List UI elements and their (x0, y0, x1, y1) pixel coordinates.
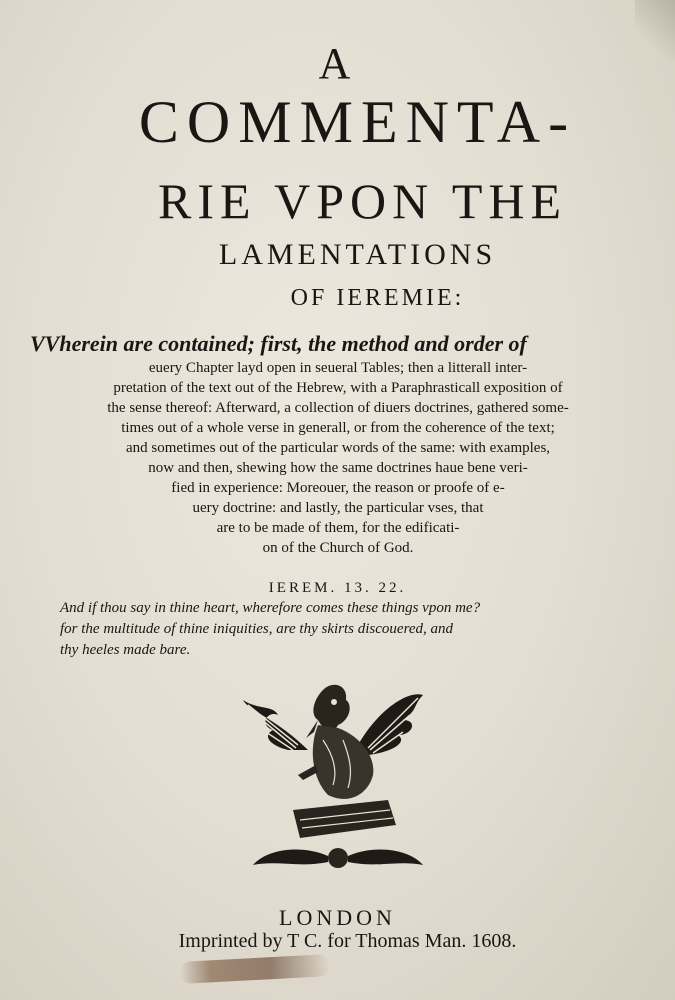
title-line-commenta: COMMENTA- (138, 89, 577, 155)
scripture-reference: IEREM. 13. 22. (268, 580, 407, 596)
description-line: fied in experience: Moreouer, the reason or proofe of e- (171, 480, 505, 496)
description-line: VVherein are contained; first, the method and order of (30, 331, 527, 356)
scripture-quote (60, 598, 660, 661)
description-line: times out of a whole verse in generall, or from the coherence of the text; (121, 420, 555, 436)
imprint-line: Imprinted by T C. for Thomas Man. 1608. (178, 930, 517, 952)
description-line: the sense thereof: Afterward, a collection of diuers doctrines, gathered some- (107, 400, 569, 416)
description-line: and sometimes out of the particular words of the same: with examples, (125, 440, 551, 456)
scripture-quote-line: And if thou say in thine heart, wherefore comes these things vpon me? (60, 600, 481, 616)
description-line: pretation of the text out of the Hebrew, with a Paraphrasticall exposition of (113, 380, 563, 396)
title-line-lamentations: LAMENTATIONS (218, 238, 497, 271)
title-line-rie-vpon-the: RIE VPON THE (157, 173, 568, 229)
description-line: now and then, shewing how the same doctrines haue bene veri- (148, 460, 528, 476)
griffin-device-icon (238, 680, 428, 885)
ink-stain (180, 954, 331, 984)
scripture-quote-line: thy heeles made bare. (60, 642, 191, 658)
description-line: uery doctrine: and lastly, the particular vses, that (192, 500, 484, 516)
description-block (18, 330, 658, 558)
description-line: euery Chapter layd open in seueral Tables; then a litterall inter- (148, 360, 528, 376)
title-line-a: A (318, 39, 357, 88)
scripture-quote-line: for the multitude of thine iniquities, are thy skirts discouered, and (60, 621, 454, 637)
description-line: are to be made of them, for the edificati- (216, 520, 460, 536)
description-line: on of the Church of God. (262, 540, 414, 556)
imprint-city: LONDON (279, 905, 396, 930)
title-line-ieremie: OF IEREMIE: (290, 285, 465, 311)
